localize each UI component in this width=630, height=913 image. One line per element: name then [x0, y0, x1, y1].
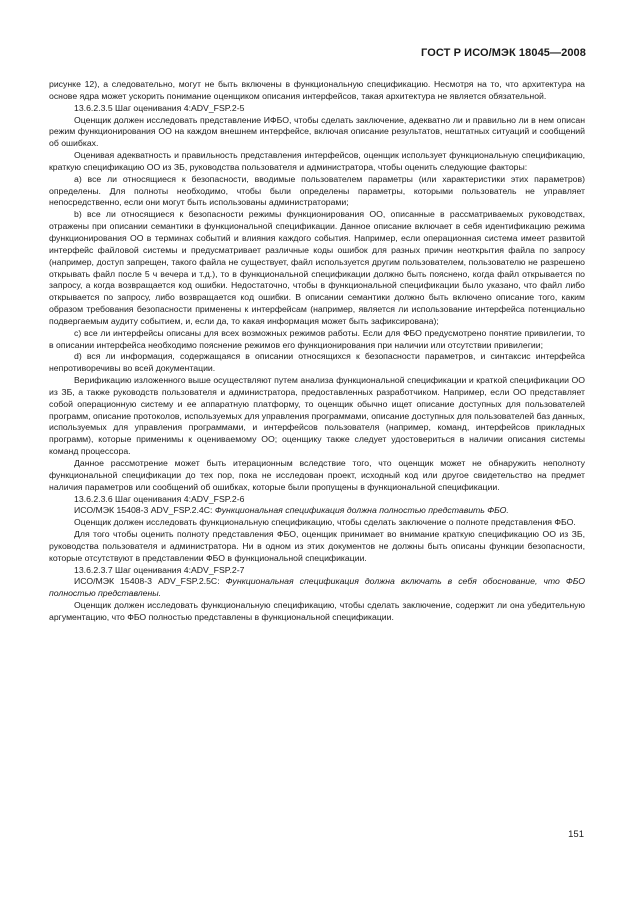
page-header-standard-title: ГОСТ Р ИСО/МЭК 18045—2008: [421, 47, 586, 59]
paragraph: 13.6.2.3.7 Шаг оценивания 4:ADV_FSP.2-7: [74, 564, 245, 575]
paragraph: Верификацию изложенного выше осуществляют путем анализа функциональной спецификации и краткой спецификации ОО из ЗБ, а также руководств пользователя и администратора, предоставленных разработчиком. Например, если ОО представляет собой операционную систему и ее аппаратную платформу, то оценщик обычно ищет описание доступных для пользователей программ, описание протоколов, используемых для управления программами, описание доступных для пользователей баз данных, используемых для управления программами, и интерфейсов пользователя (например, команд, интерфейсов прикладных программ), которые применимы к оцениваемому ОО; оценщику также следует удостовериться в наличии описания системы команд процессора.: [49, 375, 585, 457]
page-number: 151: [568, 829, 584, 840]
paragraph: рисунке 12), а следовательно, могут не быть включены в функциональную спецификацию. Несмотря на то, что архитектура на основе ядра может ускорить понимание оценщиком описания интерфейсов, такая архитектура не является обязательной.: [49, 79, 585, 101]
emphasized-requirement: Функциональная спецификация должна полностью представить ФБО.: [214, 505, 509, 516]
paragraph: Оценивая адекватность и правильность представления интерфейсов, оценщик использует функциональную спецификацию, краткую спецификацию ОО из ЗБ, руководства пользователя и администратора, чтобы оценить следующие факторы:: [49, 150, 585, 172]
paragraph: 13.6.2.3.5 Шаг оценивания 4:ADV_FSP.2-5: [74, 102, 245, 113]
paragraph: Данное рассмотрение может быть итерационным вследствие того, что оценщик может не обнаружить неполноту функциональной спецификации до тех пор, пока не исследован проект, исходный код или другое свидетельство на предмет наличия параметров или сообщений об ошибках, которые были пропущены в функциональной спецификации.: [49, 458, 585, 492]
paragraph: ИСО/МЭК 15408-3 ADV_FSP.2.5C: Функциональная спецификация должна включать в себя обоснование, что ФБО полностью представлены.: [49, 576, 585, 599]
paragraph: Оценщик должен исследовать функциональную спецификацию, чтобы сделать заключение, содержит ли она убедительную аргументацию, что ФБО полностью представлены в функциональной спецификации.: [49, 600, 585, 622]
paragraph: d) вся ли информация, содержащаяся в описании относящихся к безопасности параметров, и синтаксис интерфейса непротиворечивы во всей документации.: [49, 351, 585, 374]
body-text: [49, 79, 585, 624]
paragraph: Оценщик должен исследовать функциональную спецификацию, чтобы сделать заключение о полноте представления ФБО.: [74, 517, 576, 528]
paragraph: b) все ли относящиеся к безопасности режимы функционирования ОО, описанные в рассматриваемых руководствах, отражены при описании семантики в функциональной спецификации. Данное описание включает в себя идентификацию режима функционирования ОО в терминах событий и влияния каждого события. Например, если операционная система имеет развитой интерфейс файловой системы и предусматривает различные коды ошибок для разных причин неоткрытия файла по запросу (например, доступ запрещен, такого файла не существует, файл используется другим пользователем, пользователю не разрешено открывать файл после 5 ч вечера и т.д.), то в функциональной спецификации должно быть пояснено, когда файл открывается по запросу, а когда возвращается код ошибки. Недостаточно, чтобы в функциональной спецификации было указано, что файл либо открывается по запросу, либо возвращается код ошибки. В описании семантики должно быть включено описание того, каким образом требования безопасности применены к интерфейсам (например, является ли использование интерфейса потенциально подвергаемым аудиту событием, и, если да, то какая информация может быть зафиксирована);: [49, 209, 585, 326]
paragraph: ИСО/МЭК 15408-3 ADV_FSP.2.4C: Функциональная спецификация должна полностью представить ФБО.: [74, 505, 509, 516]
paragraph: c) все ли интерфейсы описаны для всех возможных режимов работы. Если для ФБО предусмотрено понятие привилегии, то в описании интерфейса необходимо пояснение режимов его функционирования при наличии или отсутствии привилегии;: [49, 327, 585, 350]
paragraph: a) все ли относящиеся к безопасности, вводимые пользователем параметры (или характеристики этих параметров) определены. Для полноты необходимо, чтобы были определены параметры, которыми пользователь не управляет непосредственно, если они могут быть использованы администраторами;: [49, 173, 585, 208]
paragraph: 13.6.2.3.6 Шаг оценивания 4:ADV_FSP.2-6: [74, 493, 245, 504]
paragraph: Оценщик должен исследовать представление ИФБО, чтобы сделать заключение, адекватно ли и правильно ли в нем описан режим функционирования ОО на каждом внешнем интерфейсе, включая описание результатов, нештатных ситуаций и сообщений об ошибках.: [49, 114, 585, 149]
paragraph: Для того чтобы оценить полноту представления ФБО, оценщик принимает во внимание краткую спецификацию ОО из ЗБ, руководства пользователя и администратора. Ни в одном из этих документов не должны быть описаны функции безопасности, которые отсутствуют в представлении ФБО в функциональной спецификации.: [49, 529, 585, 563]
emphasized-requirement: Функциональная спецификация должна включать в себя обоснование, что ФБО полностью представлены.: [49, 576, 585, 599]
